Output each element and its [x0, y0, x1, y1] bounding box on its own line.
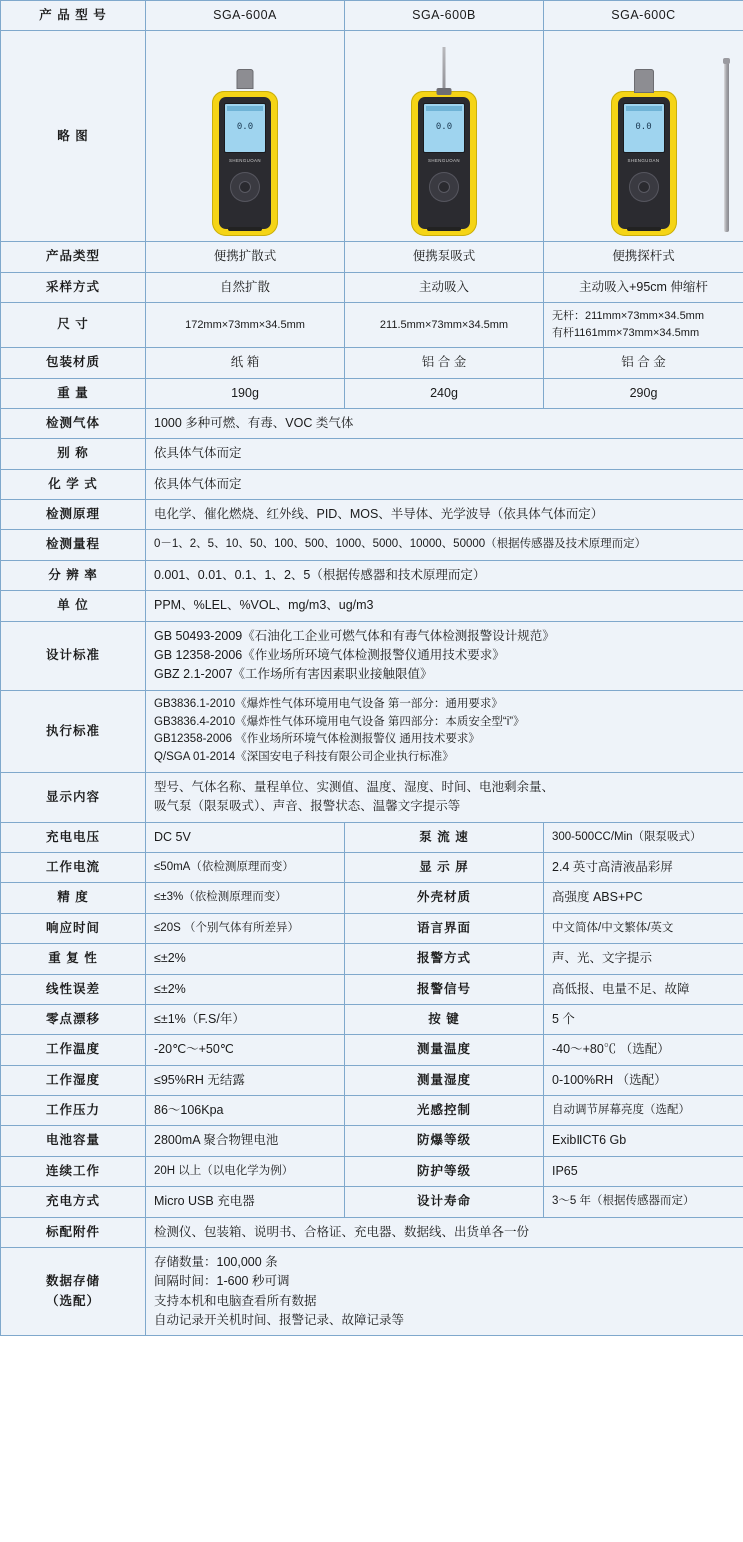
sampling-b: 主动吸入	[345, 272, 544, 302]
row-label-language: 语言界面	[345, 913, 544, 943]
table-row-working-pressure	[1, 1096, 743, 1126]
continuous-work-value: 20H 以上（以电化学为例）	[146, 1156, 345, 1186]
row-label-principle: 检测原理	[1, 500, 146, 530]
pump-inlet-tube-icon	[443, 47, 446, 93]
repeatability-value: ≤±2%	[146, 944, 345, 974]
row-label-design-standard: 设计标准	[1, 621, 146, 690]
device-screen	[423, 103, 465, 153]
light-sensing-value: 自动调节屏幕亮度（选配）	[544, 1096, 743, 1126]
table-row-display-content	[1, 772, 743, 822]
row-label-packaging: 包装材质	[1, 348, 146, 378]
device-screen	[623, 103, 665, 153]
execution-standard-line1: GB3836.1-2010《爆炸性气体环境用电气设备 第一部分：通用要求》	[154, 697, 503, 710]
measure-humidity-value: 0-100%RH （选配）	[544, 1065, 743, 1095]
sampling-a: 自然扩散	[146, 272, 345, 302]
row-label-accessories: 标配附件	[1, 1217, 146, 1247]
row-label-charge-voltage: 充电电压	[1, 822, 146, 852]
table-row-resolution	[1, 560, 743, 590]
principle-value: 电化学、催化燃烧、红外线、PID、MOS、半导体、光学波导（依具体气体而定）	[146, 500, 743, 530]
weight-c: 290g	[544, 378, 743, 408]
product-type-a: 便携扩散式	[146, 242, 345, 272]
ingress-protection-value: IP65	[544, 1156, 743, 1186]
battery-capacity-value: 2800mA 聚合物锂电池	[146, 1126, 345, 1156]
row-label-response-time: 响应时间	[1, 913, 146, 943]
row-label-accuracy: 精 度	[1, 883, 146, 913]
device-image-b	[345, 31, 544, 242]
working-humidity-value: ≤95%RH 无结露	[146, 1065, 345, 1095]
screen-status-bar	[227, 106, 263, 111]
table-row-accessories	[1, 1217, 743, 1247]
row-label-detected-gas: 检测气体	[1, 408, 146, 438]
table-row-sampling-method	[1, 272, 743, 302]
design-standard-line2: GB 12358-2006《作业场所环境气体检测报警仪通用技术要求》	[154, 647, 505, 662]
packaging-c: 铝 合 金	[544, 348, 743, 378]
table-row-charging-method	[1, 1187, 743, 1217]
screen-status-bar	[626, 106, 662, 111]
data-storage-line1: 存储数量：100,000 条	[154, 1254, 278, 1269]
design-standard-line3: GBZ 2.1-2007《工作场所有害因素职业接触限值》	[154, 667, 433, 682]
row-label-range: 检测量程	[1, 530, 146, 560]
row-label-model: 产 品 型 号	[1, 1, 146, 31]
design-life-value: 3～5 年（根据传感器而定）	[544, 1187, 743, 1217]
row-label-ingress-protection: 防护等级	[345, 1156, 544, 1186]
row-label-charging-method: 充电方式	[1, 1187, 146, 1217]
row-label-working-temperature: 工作温度	[1, 1035, 146, 1065]
screen-status-bar	[426, 106, 462, 111]
row-label-battery-capacity: 电池容量	[1, 1126, 146, 1156]
range-value: 0－1、2、5、10、50、100、500、1000、5000、10000、50000（根据传感器及技术原理而定）	[146, 530, 743, 560]
table-row-detected-gas	[1, 408, 743, 438]
keys-value: 5 个	[544, 1004, 743, 1034]
packaging-a: 纸 箱	[146, 348, 345, 378]
row-label-data-storage-line1: 数据存储	[45, 1274, 100, 1289]
table-row-battery-capacity	[1, 1126, 743, 1156]
packaging-b: 铝 合 金	[345, 348, 544, 378]
device-image-a	[146, 31, 345, 242]
row-label-keys: 按 键	[345, 1004, 544, 1034]
table-row-repeatability	[1, 944, 743, 974]
formula-value: 依具体气体而定	[146, 469, 743, 499]
row-label-display-screen: 显 示 屏	[345, 853, 544, 883]
detected-gas-value: 1000 多种可燃、有毒、VOC 类气体	[146, 408, 743, 438]
working-current-value: ≤50mA（依检测原理而变）	[146, 853, 345, 883]
data-storage-line3: 支持本机和电脑查看所有数据	[154, 1293, 317, 1308]
weight-b: 240g	[345, 378, 544, 408]
model-c: SGA-600C	[544, 1, 743, 31]
table-row-zero-drift	[1, 1004, 743, 1034]
table-row-charge-voltage	[1, 822, 743, 852]
device-brand-b: SHENGUOAN	[428, 158, 460, 164]
table-row-execution-standard	[1, 690, 743, 772]
row-label-measure-temperature: 测量温度	[345, 1035, 544, 1065]
display-content-line2: 吸气泵（限泵吸式）、声音、报警状态、温馨文字提示等	[154, 799, 461, 814]
accuracy-value: ≤±3%（依检测原理而变）	[146, 883, 345, 913]
row-label-alias: 别 称	[1, 439, 146, 469]
row-label-weight: 重 量	[1, 378, 146, 408]
dimensions-a: 172mm×73mm×34.5mm	[146, 303, 345, 348]
device-brand-a: SHENGUOAN	[229, 158, 261, 164]
device-bottom-grip	[627, 227, 661, 231]
row-label-data-storage-line2: （选配）	[45, 1293, 100, 1308]
device-keypad	[230, 172, 260, 202]
table-row-working-current	[1, 853, 743, 883]
row-label-dimensions: 尺 寸	[1, 303, 146, 348]
execution-standard-line4: Q/SGA 01-2014《深国安电子科技有限公司企业执行标准》	[154, 751, 454, 764]
charge-voltage-value: DC 5V	[146, 822, 345, 852]
table-row-principle	[1, 500, 743, 530]
working-temperature-value: -20℃～+50℃	[146, 1035, 345, 1065]
execution-standard-line2: GB3836.4-2010《爆炸性气体环境用电气设备 第四部分：本质安全型“i”》	[154, 715, 525, 728]
row-label-light-sensing: 光感控制	[345, 1096, 544, 1126]
row-label-linear-error: 线性误差	[1, 974, 146, 1004]
table-row-formula	[1, 469, 743, 499]
row-label-alarm-signal: 报警信号	[345, 974, 544, 1004]
device-brand-c: SHENGUOAN	[627, 158, 660, 164]
table-row-linear-error	[1, 974, 743, 1004]
device-screen	[224, 103, 266, 153]
screen-reading-a: 0.0	[236, 122, 254, 133]
measure-temperature-value: -40～+80℃ （选配）	[544, 1035, 743, 1065]
display-content-value	[146, 772, 743, 822]
data-storage-line2: 间隔时间：1-600 秒可调	[154, 1274, 290, 1289]
device-bottom-grip	[427, 227, 461, 231]
device-image-c	[544, 31, 743, 242]
row-label-pump-flow: 泵 流 速	[345, 822, 544, 852]
working-pressure-value: 86～106Kpa	[146, 1096, 345, 1126]
row-label-formula: 化 学 式	[1, 469, 146, 499]
row-label-measure-humidity: 测量湿度	[345, 1065, 544, 1095]
language-value: 中文简体/中文繁体/英文	[544, 913, 743, 943]
accessories-value: 检测仪、包装箱、说明书、合格证、充电器、数据线、出货单各一份	[146, 1217, 743, 1247]
row-label-repeatability: 重 复 性	[1, 944, 146, 974]
row-label-zero-drift: 零点漂移	[1, 1004, 146, 1034]
alias-value: 依具体气体而定	[146, 439, 743, 469]
display-content-line1: 型号、气体名称、量程单位、实测值、温度、湿度、时间、电池剩余量、	[154, 779, 555, 794]
device-bottom-grip	[228, 227, 262, 231]
display-screen-value: 2.4 英寸高清液晶彩屏	[544, 853, 743, 883]
execution-standard-value	[146, 690, 743, 772]
weight-a: 190g	[146, 378, 345, 408]
sensor-cap-icon	[237, 69, 254, 89]
linear-error-value: ≤±2%	[146, 974, 345, 1004]
table-row-weight	[1, 378, 743, 408]
shell-material-value: 高强度 ABS+PC	[544, 883, 743, 913]
row-label-shell-material: 外壳材质	[345, 883, 544, 913]
row-label-working-pressure: 工作压力	[1, 1096, 146, 1126]
dimensions-c-line2: 有杆1161mm×73mm×34.5mm	[552, 327, 700, 340]
table-row-data-storage	[1, 1247, 743, 1336]
table-row-unit	[1, 591, 743, 621]
screen-reading-b: 0.0	[435, 122, 453, 133]
table-row-alias	[1, 439, 743, 469]
row-label-explosion-proof: 防爆等级	[345, 1126, 544, 1156]
row-label-data-storage	[1, 1247, 146, 1336]
screen-reading-c: 0.0	[635, 122, 652, 133]
row-label-execution-standard: 执行标准	[1, 690, 146, 772]
model-b: SGA-600B	[345, 1, 544, 31]
product-type-b: 便携泵吸式	[345, 242, 544, 272]
product-type-c: 便携探杆式	[544, 242, 743, 272]
detector-probe-icon	[611, 91, 677, 236]
table-row-design-standard	[1, 621, 743, 690]
table-row-working-humidity	[1, 1065, 743, 1095]
table-row-dimensions	[1, 303, 743, 348]
alarm-signal-value: 高低报、电量不足、故障	[544, 974, 743, 1004]
row-label-design-life: 设计寿命	[345, 1187, 544, 1217]
explosion-proof-value: ExibⅡCT6 Gb	[544, 1126, 743, 1156]
table-row-packaging	[1, 348, 743, 378]
row-label-illustration: 略 图	[1, 31, 146, 242]
dimensions-c	[544, 303, 743, 348]
design-standard-value	[146, 621, 743, 690]
row-label-display-content: 显示内容	[1, 772, 146, 822]
unit-value: PPM、%LEL、%VOL、mg/m3、ug/m3	[146, 591, 743, 621]
dimensions-c-line1: 无杆：211mm×73mm×34.5mm	[552, 310, 705, 323]
row-label-working-current: 工作电流	[1, 853, 146, 883]
alarm-method-value: 声、光、文字提示	[544, 944, 743, 974]
table-row-working-temperature	[1, 1035, 743, 1065]
detector-diffusion-icon	[212, 91, 278, 236]
charging-method-value: Micro USB 充电器	[146, 1187, 345, 1217]
design-standard-line1: GB 50493-2009《石油化工企业可燃气体和有毒气体检测报警设计规范》	[154, 628, 555, 643]
telescopic-probe-icon	[724, 62, 729, 232]
table-row-model-header	[1, 1, 743, 31]
model-a: SGA-600A	[146, 1, 345, 31]
device-keypad	[429, 172, 459, 202]
row-label-unit: 单 位	[1, 591, 146, 621]
row-label-alarm-method: 报警方式	[345, 944, 544, 974]
row-label-working-humidity: 工作湿度	[1, 1065, 146, 1095]
sampling-c: 主动吸入+95cm 伸缩杆	[544, 272, 743, 302]
table-row-continuous-work	[1, 1156, 743, 1186]
table-row-accuracy	[1, 883, 743, 913]
data-storage-value	[146, 1247, 743, 1336]
device-keypad	[629, 172, 659, 202]
zero-drift-value: ≤±1%（F.S/年）	[146, 1004, 345, 1034]
table-row-product-type	[1, 242, 743, 272]
detector-pump-icon	[411, 91, 477, 236]
table-row-response-time	[1, 913, 743, 943]
response-time-value: ≤20S （个别气体有所差异）	[146, 913, 345, 943]
resolution-value: 0.001、0.01、0.1、1、2、5（根据传感器和技术原理而定）	[146, 560, 743, 590]
sensor-cap-icon	[634, 69, 654, 93]
dimensions-b: 211.5mm×73mm×34.5mm	[345, 303, 544, 348]
pump-flow-value: 300-500CC/Min（限泵吸式）	[544, 822, 743, 852]
row-label-sampling-method: 采样方式	[1, 272, 146, 302]
execution-standard-line3: GB12358-2006 《作业场所环境气体检测报警仪 通用技术要求》	[154, 733, 480, 746]
data-storage-line4: 自动记录开关机时间、报警记录、故障记录等	[154, 1313, 405, 1328]
table-row-range	[1, 530, 743, 560]
row-label-product-type: 产品类型	[1, 242, 146, 272]
table-row-illustration	[1, 31, 743, 242]
row-label-continuous-work: 连续工作	[1, 1156, 146, 1186]
row-label-resolution: 分 辨 率	[1, 560, 146, 590]
